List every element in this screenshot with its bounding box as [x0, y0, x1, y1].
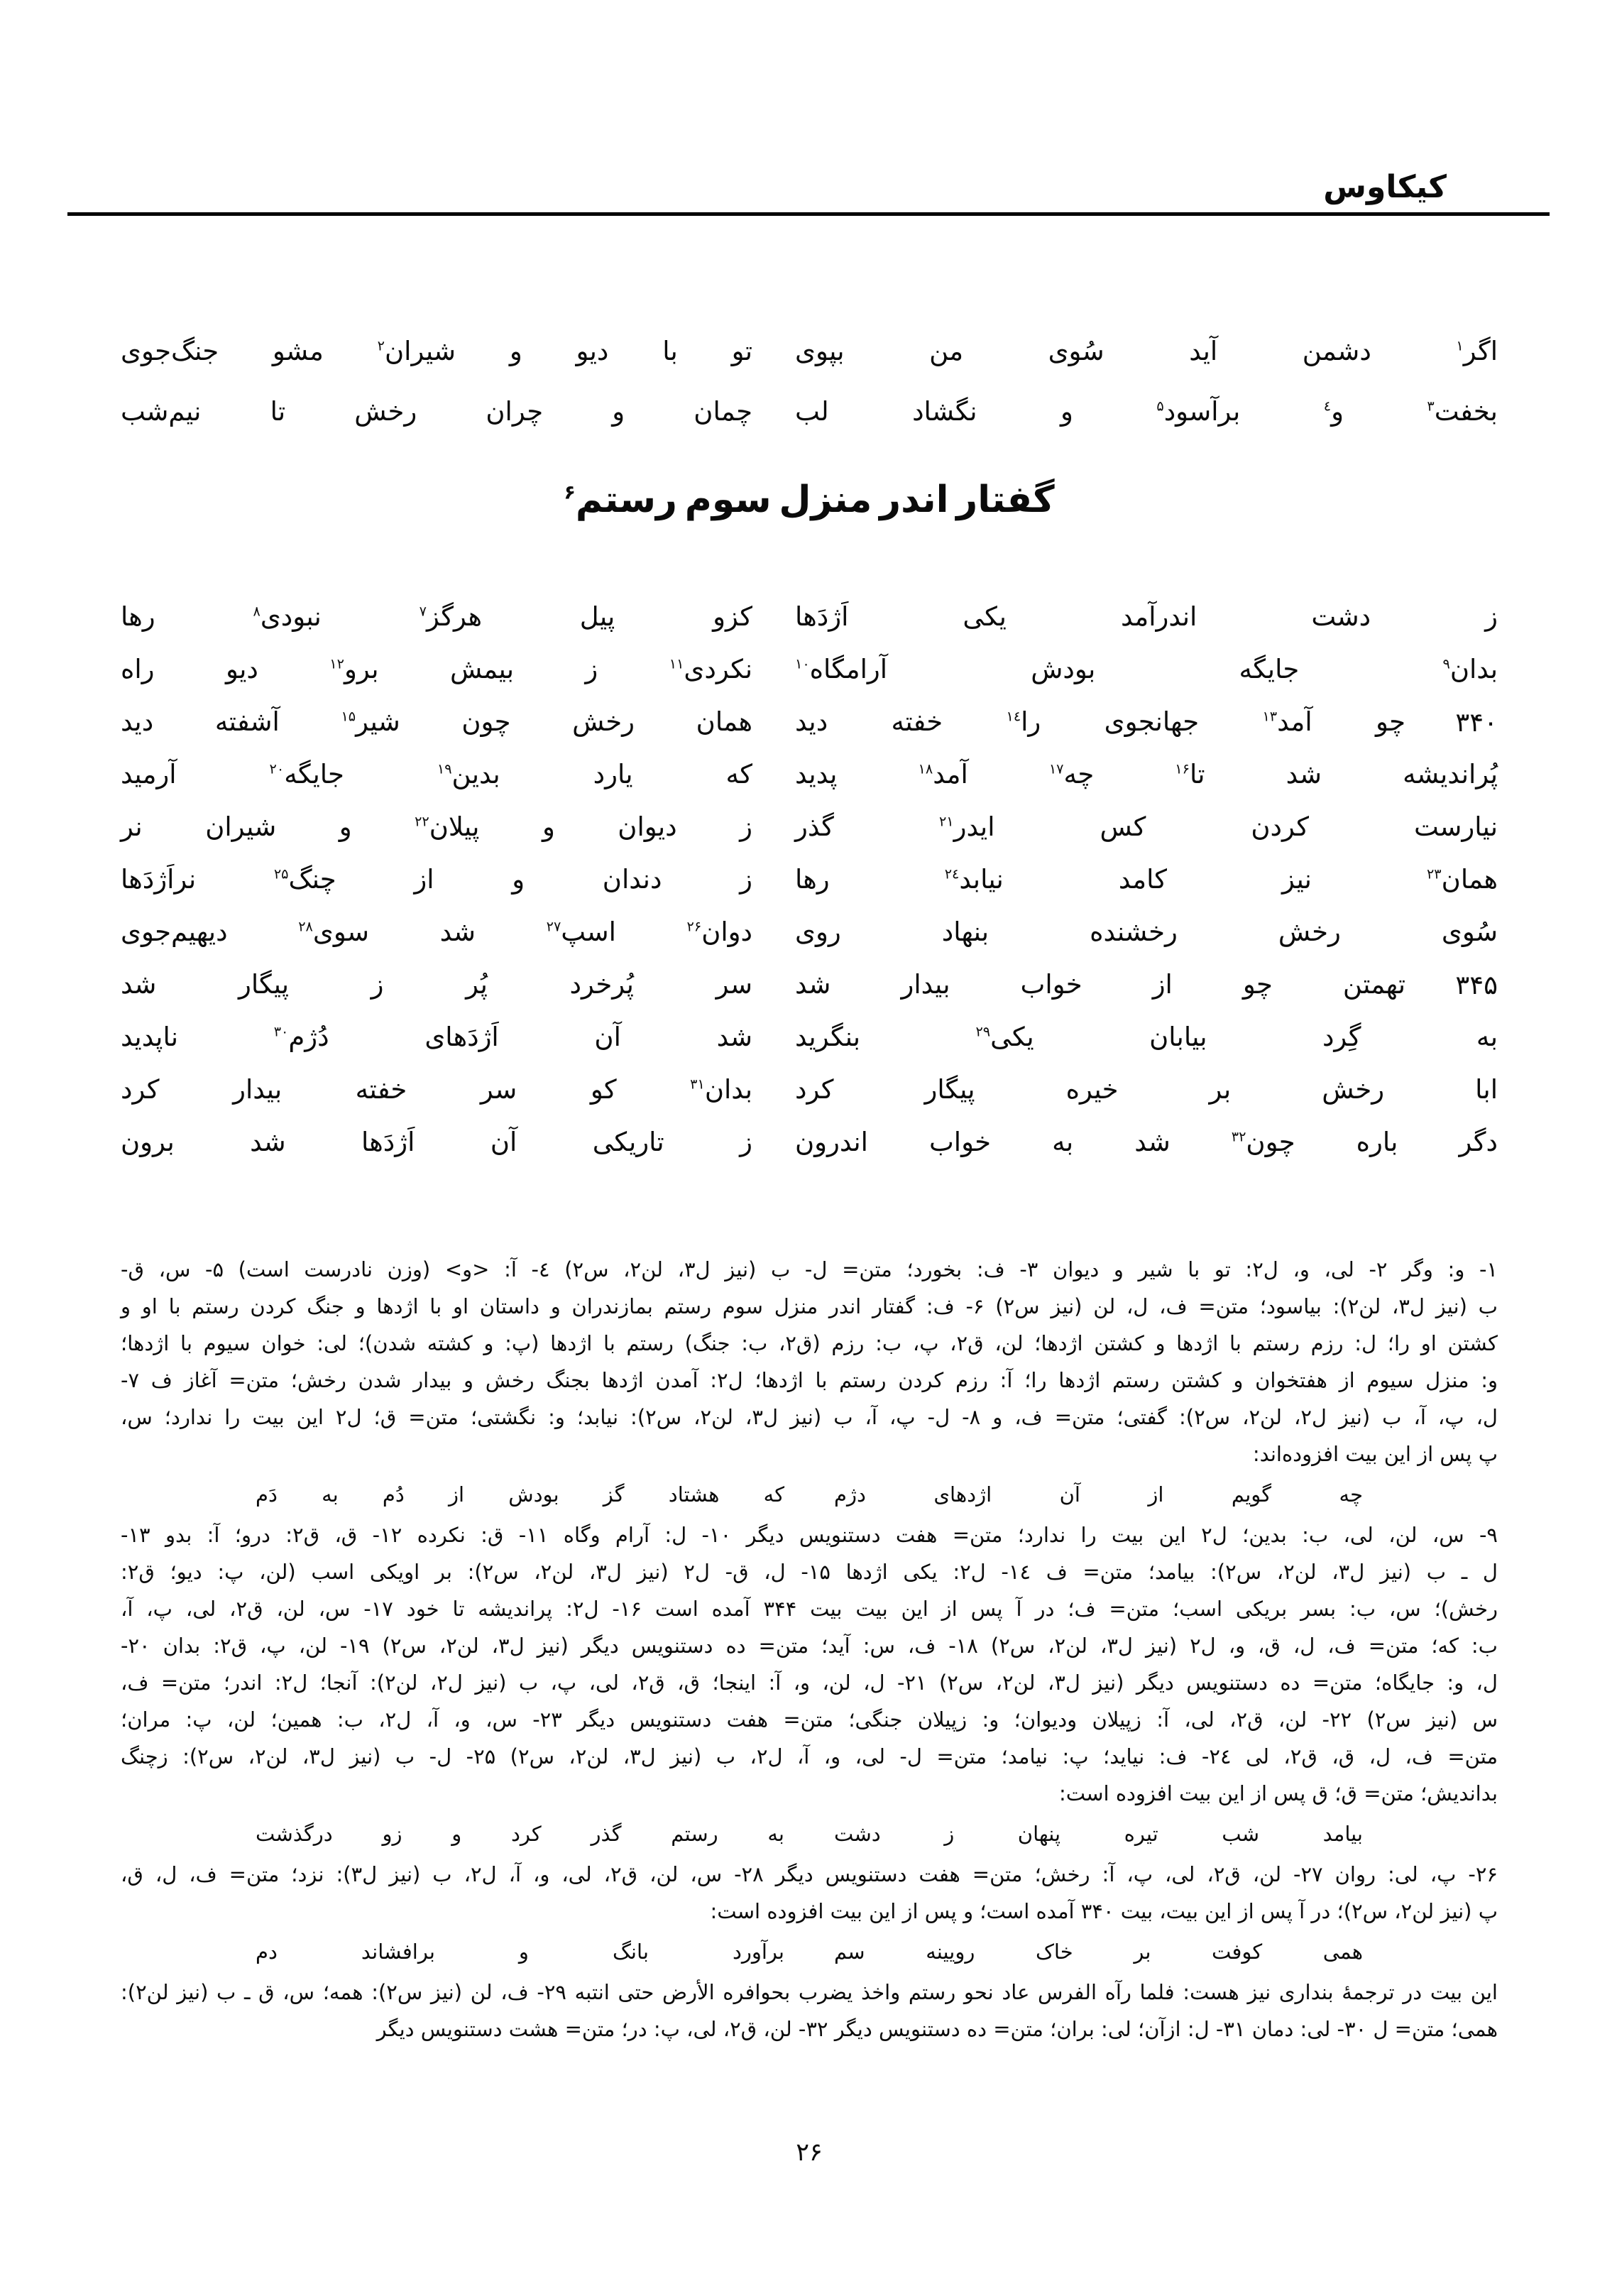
verse-row — [121, 321, 1498, 381]
opening-verses — [121, 321, 1498, 442]
hemistich-left: برآورد بانگ و برافشاند دم — [256, 1940, 784, 1964]
main-verses — [121, 591, 1498, 1169]
verse-row — [121, 1116, 1498, 1169]
footnote-verse — [121, 1930, 1498, 1974]
hemistich-right: ابا رخش بر خیره پیگار کرد — [795, 1074, 1498, 1105]
verse-row — [121, 696, 1498, 748]
hemistich-left: تو با دیو و شیران$^۲$ مشو جنگ‌جوی — [121, 335, 752, 366]
hemistich-right: اگر$^۱$ دشمن آید سُوی من بپوی — [795, 335, 1498, 366]
footnote-line: این بیت در ترجمهٔ بنداری نیز هست: فلما رآه الفرس عاد نحو رستم واخذ یضرب بحوافره الأرض حتی انتبه ۲۹- ف، لن (نیز س۲): همه؛ س، ق ـ ب (نیز لن۲): — [121, 1980, 1498, 2004]
footnote-line: پ (نیز لن۲، س۲)؛ در آ پس از این بیت، بیت ۳۴۰ آمده است؛ و پس از این بیت افزوده است: — [710, 1899, 1498, 1923]
hemistich-right: چه گویم از آن اژدهای دژم — [834, 1482, 1363, 1507]
footnote-line: ل، و: جایگاه؛ متن= ده دستنویس دیگر (نیز ل۳، لن۲، س۲) ۲۱- ل، لن، و، آ: اینجا؛ ق، ق۲، لی، پ، ب (نیز ل۲، لن۲): آنجا؛ ل۲: اندر؛ متن= ف، — [121, 1671, 1498, 1695]
footnote-line: ۲۶- پ، لی: روان ۲۷- لن، ق۲، لی، پ، آ: رخش؛ متن= هفت دستنویس دیگر ۲۸- س، لن، ق۲، لی، و، آ، ل۲، ب (نیز ل۳): نزد؛ متن= ف، ل، ق، — [121, 1862, 1498, 1886]
hemistich-left: نکردی$^{۱۱}$ ز بیمش برو$^{۱۲}$ دیو راه — [121, 654, 752, 685]
footnote-line: و: منزل سیوم از هفتخوان و کشتن رستم اژدها را؛ آ: رزم کردن رستم با اژدها؛ ل۲: آمدن اژدها بجنگ رخش و بیدار شدن رخش؛ متن= آغاز ف ۷- — [121, 1368, 1498, 1392]
footnote-line: ۹- س، لن، لی، ب: بدین؛ ل۲ این بیت را ندارد؛ متن= هفت دستنویس دیگر ۱۰- ل: آرام وگاه ۱۱- ق: نکرده ۱۲- ق، ق۲: درو؛ آ: بدو ۱۳- — [121, 1523, 1498, 1547]
footnote-line: ب (نیز ل۳، لن۲): بیاسود؛ متن= ف، ل، لن (نیز س۲) ۶- ف: گفتار اندر منزل سوم رستم بمازندران و داستان او با اژدها و جنگ کردن رستم با او و — [121, 1294, 1498, 1318]
page-number: ۲۶ — [796, 2138, 823, 2167]
footnote-line: متن= ف، ل، ق، ق۲، لی ۲٤- ف: نیاید؛ پ: نیامد؛ متن= ل- لی، و، آ، ل۲، ب (نیز ل۳، لن۲، س۲) ۲۵- ل- ب (نیز ل۳، لن۲، س۲): زچنگ — [121, 1744, 1498, 1769]
hemistich-left: همان رخش چون شیر$^{۱۵}$ آشفته دید — [121, 706, 752, 738]
footnote-line: پ پس از این بیت افزوده‌اند: — [1252, 1442, 1498, 1466]
hemistich-right: نیارست کردن کس ایدر$^{۲۱}$ گذر — [795, 811, 1498, 843]
hemistich-right: ز دشت اندرآمد یکی اَژدَها — [795, 601, 1498, 633]
footnote-line: س (نیز س۲) ۲۲- لن، ق۲، لی، آ: زپیلان ودیوان؛ و: زپیلان جنگی؛ متن= هفت دستنویس دیگر ۲۳- س، و، آ، ل۲، ب: همین؛ لن، پ: مران؛ — [121, 1707, 1498, 1732]
footnote-verse — [121, 1812, 1498, 1856]
verse-row — [121, 958, 1498, 1011]
footnote-line: ۱- و: وگر ۲- لی، و، ل۲: تو با شیر و دیوان ۳- ف: بخورد؛ متن= ل- ب (نیز ل۳، لن۲، س۲) ٤- آ: <و> (وزن نادرست است) ۵- س، ق- — [121, 1257, 1498, 1281]
hemistich-left: ز دیوان و پیلان$^{۲۲}$ و شیران نر — [121, 811, 752, 843]
hemistich-left: ز تاریکی آن اَژدَها شد برون — [121, 1127, 752, 1158]
verse-row — [121, 801, 1498, 853]
hemistich-right: همی کوفت بر خاک رویینه سم — [834, 1940, 1363, 1964]
running-head — [121, 169, 1498, 205]
hemistich-right: همان$^{۲۳}$ نیز کامد نیابد$^{۲٤}$ رها — [795, 864, 1498, 895]
hemistich-right: بخفت$^۳$ و$^٤$ برآسود$^۵$ و نگشاد لب — [795, 395, 1498, 427]
section-heading: گفتار اندر منزل سوم رستم$^۶$ — [564, 479, 1055, 521]
hemistich-right: سُوی رخش رخشنده بنهاد روی — [795, 917, 1498, 948]
hemistich-right: بیامد شب تیره پنهان ز دشت — [834, 1822, 1363, 1846]
hemistich-left: که هشتاد گز بودش از دُم به دَم — [256, 1482, 784, 1507]
hemistich-right: دگر باره چون$^{۳۲}$ شد به خواب اندرون — [795, 1127, 1498, 1158]
hemistich-left: بدان$^{۳۱}$ کو سر خفته بیدار کرد — [121, 1074, 752, 1105]
hemistich-left: که یارد بدین$^{۱۹}$ جایگه$^{۲۰}$ آرمید — [121, 759, 752, 790]
verse-row — [121, 748, 1498, 801]
footnote-line: رخش)؛ س، ب: بسر بریکی اسب؛ متن= ف؛ در آ پس از این بیت بیت ۳۴۴ آمده است ۱۶- ل۲: پراندیشه تا خود ۱۷- س، لن، ق۲، لی، پ، آ، — [121, 1597, 1498, 1621]
hemistich-left: به رستم گذر کرد و زو درگذشت — [256, 1822, 784, 1846]
verse-row — [121, 853, 1498, 906]
hemistich-left: ز دندان و از چنگ$^{۲۵}$ نراَژدَها — [121, 864, 752, 895]
footnote-line: بداندیش؛ متن= ق؛ ق پس از این بیت افزوده است: — [1059, 1781, 1498, 1805]
verse-row — [121, 381, 1498, 442]
hemistich-left: سر پُرخرد پُر ز پیگار شد — [121, 969, 752, 1000]
hemistich-left: کزو پیل هرگز$^۷$ نبودی$^۸$ رها — [121, 601, 752, 633]
hemistich-left: چمان و چران رخش تا نیم‌شب — [121, 395, 752, 427]
footnote-line: کشتن او را؛ ل: رزم رستم با اژدها و کشتن اژدها؛ لن، ق۲، پ، ب: رزم (ق۲، ب: جنگ) رستم با اژدها (پ: و کشته شدن)؛ لی: خوان سیوم با اژدها؛ — [121, 1331, 1498, 1355]
footnote-line: ل، پ، آ، ب (نیز ل۲، لن۲، س۲): گفتی؛ متن= ف، و ۸- ل- پ، آ، ب (نیز ل۳، لن۲، س۲): نیابد؛ و: نگشتی؛ متن= ق؛ ل۲ این بیت را ندارد؛ س، — [121, 1405, 1498, 1429]
verse-row — [121, 643, 1498, 696]
hemistich-right: چو آمد$^{۱۳}$ جهانجوی را$^{۱٤}$ خفته دید — [795, 706, 1405, 738]
verse-row — [121, 1011, 1498, 1064]
page-header-title: کیکاوس — [1323, 169, 1447, 205]
hemistich-right: پُراندیشه شد تا$^{۱۶}$ چه$^{۱۷}$ آمد$^{۱۸}$ پدید — [795, 759, 1498, 790]
verse-row — [121, 1064, 1498, 1116]
hemistich-left: دوان$^{۲۶}$ اسپ$^{۲۷}$ شد سوی$^{۲۸}$ دیهیم‌جوی — [121, 917, 753, 948]
verse-row — [121, 591, 1498, 643]
header-rule — [67, 212, 1550, 216]
verse-number: ۳۴۰ — [1455, 706, 1498, 738]
verse-number: ۳۴۵ — [1455, 969, 1498, 1000]
verse-row — [121, 906, 1498, 958]
footnote-line: ب: که؛ متن= ف، ل، ق، و، ل۲ (نیز ل۳، لن۲، س۲) ۱۸- ف، س: آید؛ متن= ده دستنویس دیگر (نیز ل۳، لن۲، س۲) ۱۹- لن، پ، ق۲: بدان ۲۰- — [121, 1634, 1498, 1658]
footnote-verse — [121, 1472, 1498, 1516]
critical-apparatus — [121, 1251, 1498, 2048]
hemistich-right: بدان$^۹$ جایگه بودش آرامگاه$^{۱۰}$ — [795, 654, 1498, 685]
footnote-line: همی؛ متن= ل ۳۰- لی: دمان ۳۱- ل: ازآن؛ لی: بران؛ متن= ده دستنویس دیگر ۳۲- لن، ق۲، لی، پ: در؛ متن= هشت دستنویس دیگر — [376, 2017, 1498, 2041]
hemistich-right: تهمتن چو از خواب بیدار شد — [795, 969, 1405, 1000]
hemistich-right: به گِرد بیابان یکی$^{۲۹}$ بنگرید — [795, 1022, 1498, 1053]
footnote-line: ل ـ ب (نیز ل۳، لن۲، س۲): بیامد؛ متن= ف ۱٤- ل۲: یکی اژدها ۱۵- ل، ق- ل۲ (نیز ل۳، لن۲، س۲): بر اویکی اسب (لن، پ: دیو؛ ق۲: — [121, 1560, 1498, 1584]
hemistich-left: شد آن اَژدَهای دُژم$^{۳۰}$ ناپدید — [121, 1022, 752, 1053]
